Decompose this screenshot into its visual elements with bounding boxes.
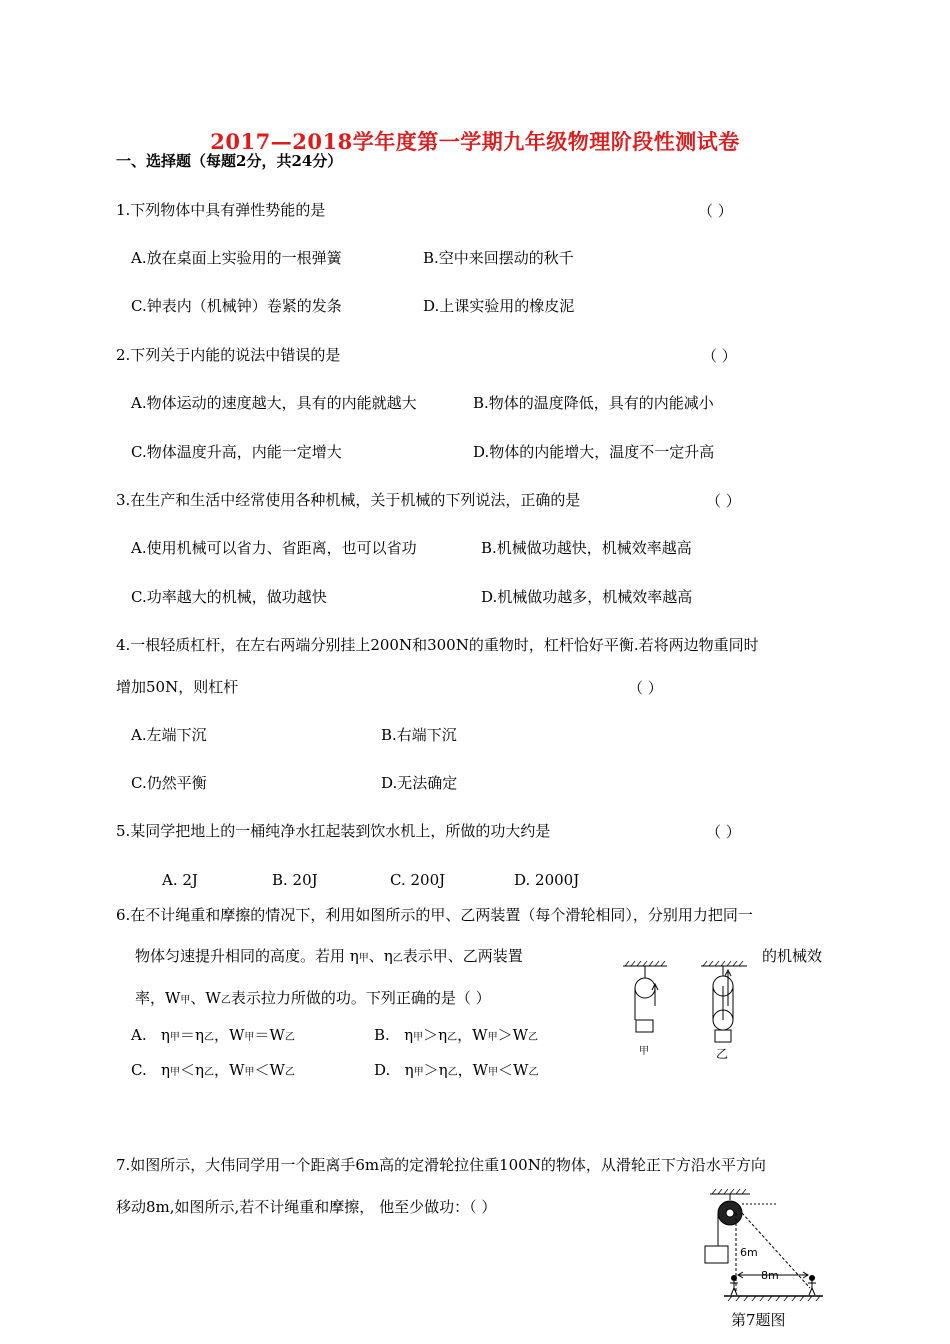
figure-label-yi: 乙: [716, 1047, 729, 1060]
question-1-option-a: A.放在桌面上实验用的一根弹簧: [131, 249, 342, 267]
question-6-option-a: A. η甲＝η乙，W甲＝W乙: [131, 1026, 295, 1044]
question-2-option-a: A.物体运动的速度越大，具有的内能就越大: [131, 394, 417, 412]
section-heading: 一、选择题（每题2分，共24分）: [116, 152, 343, 170]
question-6-option-c: C. η甲＜η乙，W甲＜W乙: [131, 1061, 295, 1079]
question-4-option-d: D.无法确定: [381, 774, 458, 792]
question-4-bracket: （ ）: [628, 679, 663, 697]
question-2-option-b: B.物体的温度降低，具有的内能减小: [473, 394, 714, 412]
question-1-option-c: C.钟表内（机械钟）卷紧的发条: [131, 297, 342, 315]
question-3-option-d: D.机械做功越多，机械效率越高: [481, 588, 693, 606]
question-5-option-a: A. 2J: [162, 871, 198, 889]
question-5-option-b: B. 20J: [272, 871, 318, 889]
question-6-line-2: 物体匀速提升相同的高度。若用 η甲、η乙表示甲、乙两装置: [135, 947, 523, 965]
question-3-option-c: C.功率越大的机械，做功越快: [131, 588, 327, 606]
label-6m: 6m: [740, 1246, 758, 1259]
question-3-option-a: A.使用机械可以省力、省距离，也可以省功: [131, 539, 417, 557]
question-6-pulley-figure: [615, 958, 755, 1060]
question-5-option-c: C. 200J: [390, 871, 446, 889]
question-4-option-c: C.仍然平衡: [131, 774, 207, 792]
question-4-line-2: 增加50N，则杠杆: [116, 678, 239, 696]
question-6-line-3: 率，W甲、W乙表示拉力所做的功。下列正确的是（ ）: [135, 989, 491, 1007]
question-6-line-2-end: 的机械效: [762, 947, 823, 965]
question-2-bracket: （ ）: [702, 347, 737, 365]
question-6-option-b: B. η甲＞η乙，W甲＞W乙: [374, 1026, 538, 1044]
question-4-option-a: A.左端下沉: [131, 726, 207, 744]
question-5-bracket: （ ）: [706, 823, 741, 841]
label-8m: 8m: [761, 1269, 779, 1282]
question-7-line-1: 7.如图所示，大伟同学用一个距离手6m高的定滑轮拉住重100N的物体，从滑轮正下方沿水平方向: [116, 1156, 766, 1174]
question-5-stem: 5.某同学把地上的一桶纯净水扛起装到饮水机上，所做的功大约是: [116, 822, 551, 840]
question-3-option-b: B.机械做功越快，机械效率越高: [481, 539, 692, 557]
question-7-line-2: 移动8m,如图所示,若不计绳重和摩擦， 他至少做功：（ ）: [116, 1198, 497, 1216]
paper-title: 2017—2018学年度第一学期九年级物理阶段性测试卷: [210, 129, 740, 154]
question-2-option-c: C.物体温度升高，内能一定增大: [131, 443, 342, 461]
question-4-option-b: B.右端下沉: [381, 726, 457, 744]
question-2-stem: 2.下列关于内能的说法中错误的是: [116, 346, 341, 364]
question-6-line-1: 6.在不计绳重和摩擦的情况下，利用如图所示的甲、乙两装置（每个滑轮相同），分别用力把同一: [116, 906, 753, 924]
figure-label-jia: 甲: [639, 1046, 649, 1057]
question-5-option-d: D. 2000J: [514, 871, 580, 889]
question-3-bracket: （ ）: [706, 492, 741, 510]
question-6-option-d: D. η甲＞η乙，W甲＜W乙: [374, 1061, 539, 1079]
question-3-stem: 3.在生产和生活中经常使用各种机械，关于机械的下列说法，正确的是: [116, 491, 581, 509]
question-1-bracket: （ ）: [698, 202, 733, 220]
question-1-stem: 1.下列物体中具有弹性势能的是: [116, 201, 326, 219]
question-1-option-b: B.空中来回摆动的秋千: [423, 249, 574, 267]
question-2-option-d: D.物体的内能增大，温度不一定升高: [473, 443, 715, 461]
question-7-figure-caption: 第7题图: [731, 1311, 786, 1329]
question-7-pulley-figure: [688, 1188, 843, 1306]
question-1-option-d: D.上课实验用的橡皮泥: [423, 297, 575, 315]
question-4-line-1: 4.一根轻质杠杆，在左右两端分别挂上200N和300N的重物时，杠杆恰好平衡.若将两边物重同时: [116, 636, 759, 654]
